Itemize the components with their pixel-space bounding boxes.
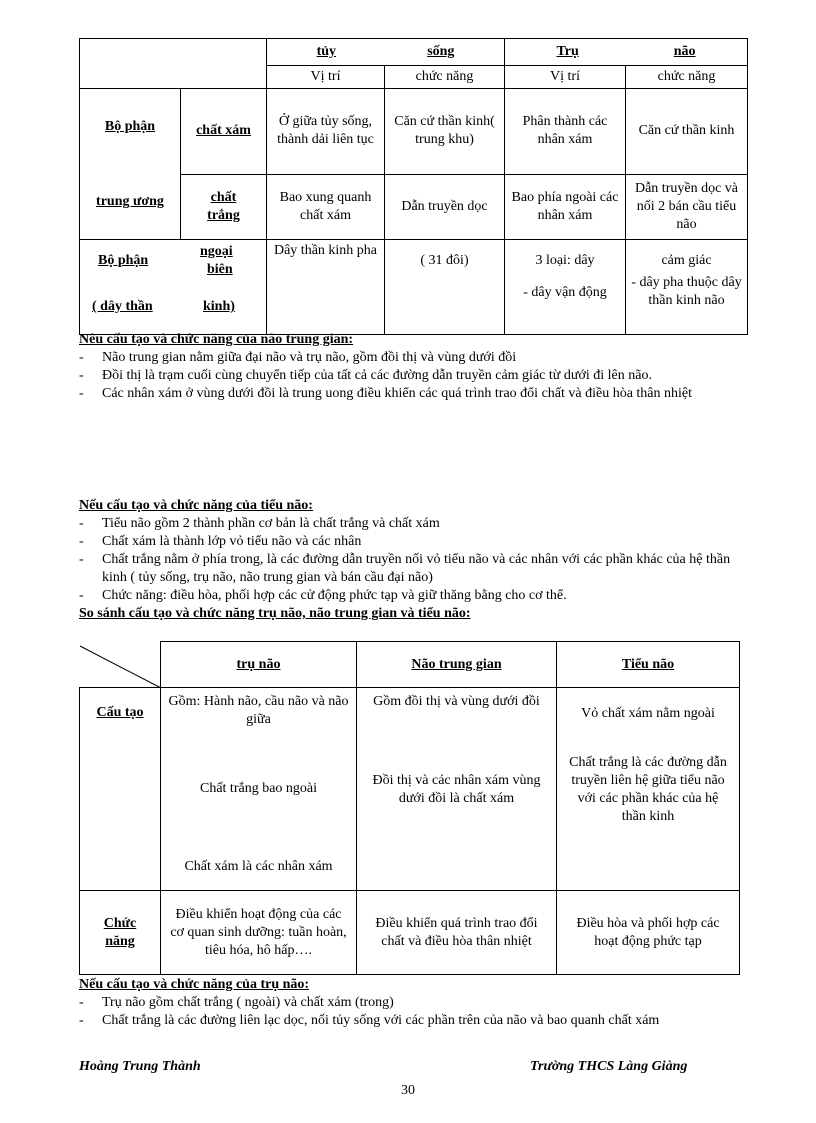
central-label-top: Bộ phận bbox=[104, 118, 156, 134]
list-item: - Chất xám là thành lớp vỏ tiểu não và các nhân bbox=[53, 533, 733, 551]
function-label-2: năng bbox=[105, 933, 135, 949]
structure-brainstem-2: Chất trắng bao ngoài bbox=[199, 781, 318, 796]
gray-cell-4: Căn cứ thần kinh bbox=[626, 89, 748, 175]
midbrain-title: Nêu cấu tạo và chức năng của não trung gian: bbox=[79, 332, 354, 347]
footer-school: Trường THCS Làng Giàng bbox=[530, 1059, 688, 1074]
function-label-1: Chức bbox=[103, 915, 137, 931]
white-cell-3: Bao phía ngoài các nhân xám bbox=[505, 174, 626, 239]
structure-brainstem-1: Gồm: Hành não, cầu não và não giữa bbox=[168, 694, 349, 727]
function-diencephalon: Điều khiển quá trình trao đổi chất và điều hòa thân nhiệt bbox=[357, 891, 557, 975]
gray-matter-label: chất xám bbox=[181, 89, 267, 175]
compare-title: So sánh cấu tạo và chức năng trụ não, não trung gian và tiểu não: bbox=[79, 606, 471, 621]
white-matter-label bbox=[181, 174, 267, 239]
comparison-corner-cell bbox=[80, 642, 161, 688]
subheader-function-spinal: chức năng bbox=[385, 66, 505, 89]
structure-cerebellum bbox=[557, 688, 740, 891]
diagonal-line bbox=[80, 642, 161, 688]
comparison-table-wrapper bbox=[79, 641, 739, 973]
gray-cell-3: Phân thành các nhân xám bbox=[505, 89, 626, 175]
peripheral-cell-1: Dây thần kinh pha bbox=[267, 240, 385, 335]
peripheral-cell-3a: 3 loại: dây bbox=[535, 253, 595, 268]
white-label-line1: chất bbox=[210, 189, 237, 205]
list-item: - Chức năng: điều hòa, phối hợp các cử động phức tạp và giữ thăng bằng cho cơ thể. bbox=[53, 587, 733, 605]
list-item: - Tiểu não gồm 2 thành phần cơ bản là chất trắng và chất xám bbox=[53, 515, 733, 533]
header-diencephalon: Não trung gian bbox=[357, 642, 557, 688]
comparison-table bbox=[79, 641, 740, 975]
header-tru: Trụ bbox=[556, 44, 579, 59]
central-label-cell bbox=[80, 89, 181, 240]
structure-cerebellum-1: Vỏ chất xám nằm ngoài bbox=[581, 706, 715, 721]
peripheral-cell-2: ( 31 đôi) bbox=[385, 240, 505, 335]
table1-corner-cell bbox=[80, 39, 267, 89]
function-cerebellum: Điều hòa và phối hợp các hoạt động phức tạp bbox=[557, 891, 740, 975]
peripheral-cell-3 bbox=[505, 240, 626, 335]
gray-cell-1: Ở giữa tủy sống, thành dải liên tục bbox=[267, 89, 385, 175]
structure-diencephalon bbox=[357, 688, 557, 891]
brainstem-list bbox=[53, 994, 733, 1030]
peripheral-label-4: ( dây thần bbox=[92, 299, 153, 314]
cerebellum-list bbox=[53, 515, 733, 605]
cerebellum-title: Nếu cấu tạo và chức năng của tiểu não: bbox=[79, 498, 313, 513]
cerebellum-section bbox=[79, 497, 759, 623]
list-item: - Não trung gian nằm giữa đại não và trụ não, gồm đồi thị và vùng dưới đồi bbox=[53, 349, 733, 367]
function-brainstem: Điều khiển hoạt động của các cơ quan sinh dưỡng: tuần hoàn, tiêu hóa, hô hấp…. bbox=[161, 891, 357, 975]
white-label-line2: trắng bbox=[207, 207, 240, 223]
structure-brainstem-3: Chất xám là các nhân xám bbox=[184, 859, 333, 874]
row-function-label bbox=[80, 891, 161, 975]
white-cell-2: Dẫn truyền dọc bbox=[385, 174, 505, 239]
peripheral-cell-3b: - dây vận động bbox=[523, 285, 607, 300]
header-cerebellum: Tiểu não bbox=[557, 642, 740, 688]
structure-brainstem bbox=[161, 688, 357, 891]
spinal-brainstem-table bbox=[79, 38, 748, 335]
peripheral-cell-4b: - dây pha thuộc dây thần kinh não bbox=[631, 275, 742, 308]
peripheral-label-1: Bộ phận bbox=[98, 253, 149, 268]
central-label-bottom: trung ương bbox=[96, 193, 164, 209]
midbrain-section bbox=[79, 331, 759, 403]
brainstem-title: Nếu cấu tạo và chức năng của trụ não: bbox=[79, 977, 310, 992]
header-tuy: tủy bbox=[316, 44, 337, 59]
table1-header-spinal bbox=[267, 39, 505, 66]
peripheral-cell-4a: cảm giác bbox=[661, 253, 712, 268]
header-brainstem: trụ não bbox=[161, 642, 357, 688]
structure-diencephalon-2: Đồi thị và các nhân xám vùng dưới đồi là chất xám bbox=[372, 773, 541, 806]
structure-diencephalon-1: Gồm đồi thị và vùng dưới đồi bbox=[373, 694, 540, 709]
list-item: - Chất trắng là các đường liên lạc dọc, nối tủy sống với các phần trên của não và bao quanh chất xám bbox=[53, 1012, 733, 1030]
gray-cell-2: Căn cứ thần kinh( trung khu) bbox=[385, 89, 505, 175]
page-number: 30 bbox=[401, 1083, 415, 1098]
list-item: - Chất trắng nằm ở phía trong, là các đường dẫn truyền nối vỏ tiểu não và các nhân với các phần khác của hệ thần kinh ( tủy sống, trụ não, não trung gian và bán cầu đại não) bbox=[53, 551, 733, 587]
list-item: - Trụ não gồm chất trắng ( ngoài) và chất xám (trong) bbox=[53, 994, 733, 1012]
peripheral-label-2: ngoại bbox=[200, 244, 233, 259]
structure-cerebellum-2: Chất trắng là các đường dẫn truyền liên hệ giữa tiểu não với các phần khác của hệ thần kinh bbox=[569, 755, 727, 824]
list-item: - Các nhân xám ở vùng dưới đồi là trung uong điều khiển các quá trình trao đổi chất và điều hòa thân nhiệt bbox=[53, 385, 733, 403]
table1-header-brainstem bbox=[505, 39, 748, 66]
brainstem-section bbox=[79, 976, 759, 1030]
subheader-function-brainstem: chức năng bbox=[626, 66, 748, 89]
midbrain-list bbox=[53, 349, 733, 403]
peripheral-label-5: kinh) bbox=[203, 299, 235, 314]
list-item: - Đồi thị là trạm cuối cùng chuyển tiếp của tất cả các đường dẫn truyền cảm giác từ dưới đi lên não. bbox=[53, 367, 733, 385]
white-cell-1: Bao xung quanh chất xám bbox=[267, 174, 385, 239]
header-song: sống bbox=[427, 44, 455, 59]
subheader-position-spinal: Vị trí bbox=[267, 66, 385, 89]
white-cell-4: Dẫn truyền dọc và nối 2 bán cầu tiểu não bbox=[626, 174, 748, 239]
peripheral-cell-4 bbox=[626, 240, 748, 335]
header-nao: não bbox=[673, 44, 696, 59]
subheader-position-brainstem: Vị trí bbox=[505, 66, 626, 89]
row-structure-label: Cấu tạo bbox=[80, 688, 161, 891]
peripheral-label-cell bbox=[80, 240, 267, 335]
footer-author: Hoàng Trung Thành bbox=[79, 1059, 201, 1074]
peripheral-label-3: biên bbox=[207, 262, 233, 277]
